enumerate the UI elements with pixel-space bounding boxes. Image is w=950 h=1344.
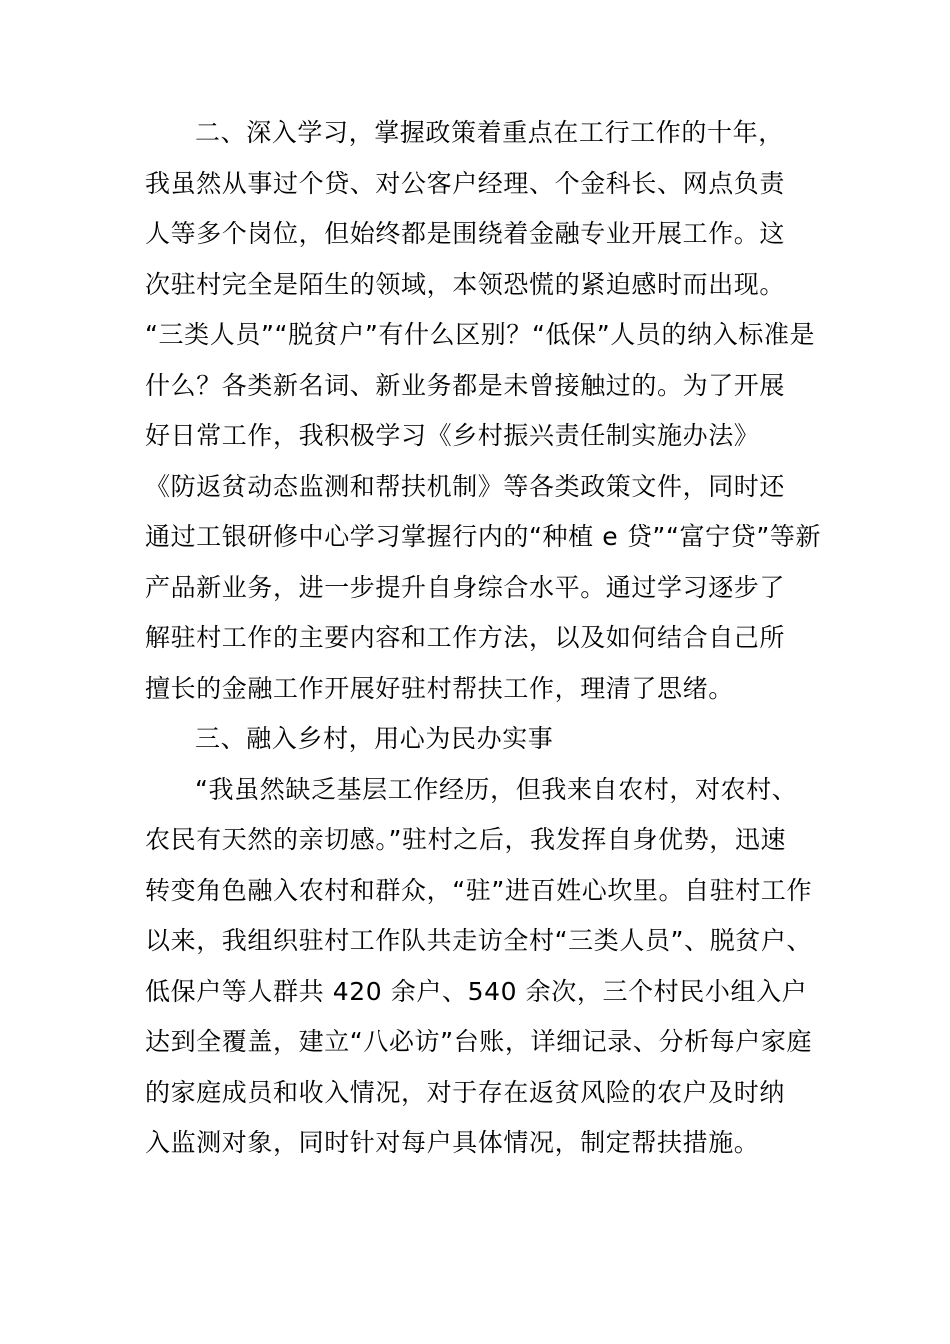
text-line: 转变角色融入农村和群众，“驻”进百姓心坎里。自驻村工作 — [145, 875, 813, 905]
text-line: 二、深入学习，掌握政策着重点在工行工作的十年， — [195, 118, 784, 147]
text-line: 入监测对象，同时针对每户具体情况，制定帮扶措施。 — [145, 1128, 760, 1157]
text-line: 什么？各类新名词、新业务都是未曾接触过的。为了开展 — [145, 370, 786, 400]
text-line: 好日常工作，我积极学习《乡村振兴责任制实施办法》 — [145, 421, 760, 450]
text-line: 低保户等人群共 420 余户、540 余次，三个村民小组入户 — [145, 976, 808, 1006]
text-line: 《防返贫动态监测和帮扶机制》等各类政策文件，同时还 — [145, 471, 786, 501]
text-line: 产品新业务，进一步提升自身综合水平。通过学习逐步了 — [145, 572, 786, 602]
text-line: 次驻村完全是陌生的领域，本领恐慌的紧迫感时而出现。 — [145, 269, 786, 299]
section-heading: 三、融入乡村，用心为民办实事 — [195, 724, 554, 753]
text-line: 农民有天然的亲切感。”驻村之后，我发挥自身优势，迅速 — [145, 825, 787, 854]
text-line: 达到全覆盖，建立“八必访”台账，详细记录、分析每户家庭 — [145, 1027, 813, 1056]
text-line: “我虽然缺乏基层工作经历，但我来自农村，对农村、 — [195, 774, 798, 804]
text-line: 通过工银研修中心学习掌握行内的“种植 e 贷”“富宁贷”等新 — [145, 522, 822, 551]
text-line: 的家庭成员和收入情况，对于存在返贫风险的农户及时纳 — [145, 1077, 786, 1107]
text-line: 解驻村工作的主要内容和工作方法，以及如何结合自己所 — [145, 623, 786, 652]
text-line: 擅长的金融工作开展好驻村帮扶工作，理清了思绪。 — [145, 673, 734, 703]
text-line: 我虽然从事过个贷、对公客户经理、个金科长、网点负责 — [145, 168, 786, 198]
text-line: 以来，我组织驻村工作队共走访全村“三类人员”、脱贫户、 — [145, 926, 813, 955]
text-line: “三类人员”“脱贫户”有什么区别？“低保”人员的纳入标准是 — [145, 320, 816, 349]
document-body — [145, 108, 825, 1169]
text-line: 人等多个岗位，但始终都是围绕着金融专业开展工作。这 — [145, 219, 786, 248]
